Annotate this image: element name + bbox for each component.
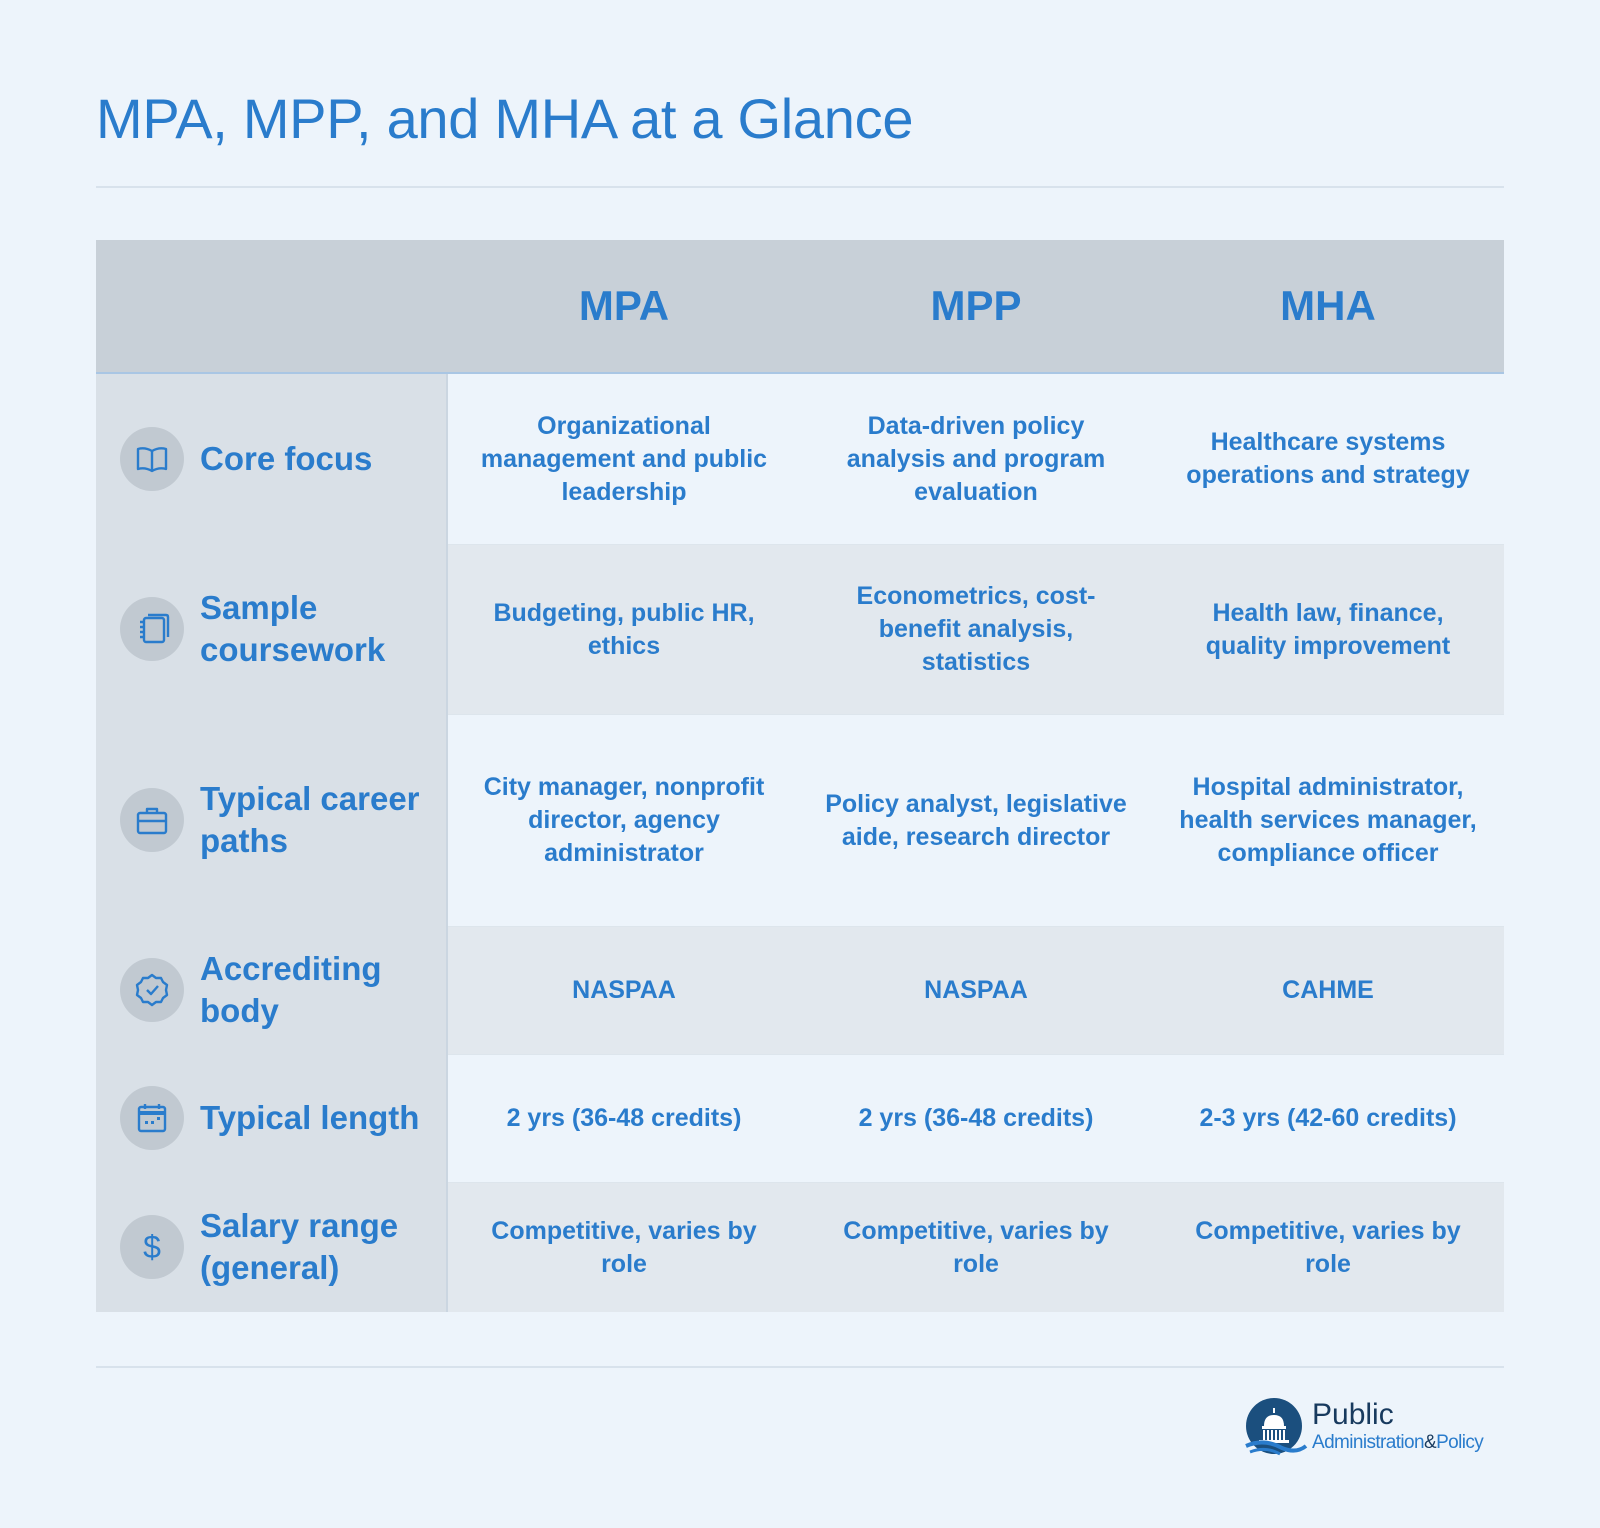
bottom-divider xyxy=(96,1366,1504,1368)
table-cell: Healthcare systems operations and strategy xyxy=(1152,374,1504,544)
notebook-icon xyxy=(120,597,184,661)
row-label-cell xyxy=(96,544,448,714)
table-cell: Policy analyst, legislative aide, research director xyxy=(800,714,1152,926)
logo-administration: Administration xyxy=(1312,1432,1424,1453)
badge-check-icon xyxy=(120,958,184,1022)
table-cell: City manager, nonprofit director, agency administrator xyxy=(448,714,800,926)
row-label: Accrediting body xyxy=(200,950,382,1029)
row-label: Typical length xyxy=(200,1099,420,1136)
dollar-icon xyxy=(120,1215,184,1279)
page-title: MPA, MPP, and MHA at a Glance xyxy=(96,87,914,150)
table-row-accrediting-body xyxy=(96,926,1504,1054)
row-label-cell xyxy=(96,926,448,1054)
table-row-core-focus xyxy=(96,374,1504,544)
column-header-mpa: MPA xyxy=(578,282,670,329)
table-cell: 2-3 yrs (42-60 credits) xyxy=(1152,1054,1504,1182)
logo-wordmark-subtitle xyxy=(1312,1432,1483,1454)
table-cell: 2 yrs (36-48 credits) xyxy=(800,1054,1152,1182)
table-cell: NASPAA xyxy=(800,926,1152,1054)
table-header xyxy=(96,240,1504,374)
table-cell: Data-driven policy analysis and program evaluation xyxy=(800,374,1152,544)
table-row-sample-coursework xyxy=(96,544,1504,714)
column-header-mha: MHA xyxy=(1280,282,1376,329)
brand-logo xyxy=(1244,1396,1504,1460)
briefcase-icon xyxy=(120,788,184,852)
comparison-table xyxy=(96,240,1504,1312)
book-icon xyxy=(120,427,184,491)
row-label-cell xyxy=(96,1182,448,1312)
table-cell: NASPAA xyxy=(448,926,800,1054)
table-cell: Health law, finance, quality improvement xyxy=(1152,544,1504,714)
row-label: Sample coursework xyxy=(200,589,386,668)
table-cell: Econometrics, cost-benefit analysis, statistics xyxy=(800,544,1152,714)
table-cell: Budgeting, public HR, ethics xyxy=(448,544,800,714)
logo-policy: Policy xyxy=(1436,1432,1484,1453)
logo-wordmark-public: Public xyxy=(1312,1398,1394,1431)
table-cell: CAHME xyxy=(1152,926,1504,1054)
table-cell: Competitive, varies by role xyxy=(448,1182,800,1312)
row-label-cell xyxy=(96,374,448,544)
row-label: Salary range (general) xyxy=(200,1207,399,1286)
table-row-career-paths xyxy=(96,714,1504,926)
table-row-typical-length xyxy=(96,1054,1504,1182)
calendar-icon xyxy=(120,1086,184,1150)
row-label: Core focus xyxy=(200,440,373,477)
top-divider xyxy=(96,186,1504,188)
row-label: Typical career paths xyxy=(200,780,420,859)
row-label-cell xyxy=(96,1054,448,1182)
row-label-cell xyxy=(96,714,448,926)
capitol-dome-icon xyxy=(1244,1396,1308,1460)
table-row-salary-range xyxy=(96,1182,1504,1312)
table-cell: Competitive, varies by role xyxy=(1152,1182,1504,1312)
table-cell: Competitive, varies by role xyxy=(800,1182,1152,1312)
column-header-mpp: MPP xyxy=(930,282,1022,329)
table-cell: Hospital administrator, health services manager, compliance officer xyxy=(1152,714,1504,926)
logo-ampersand: & xyxy=(1423,1432,1437,1453)
svg-text:$: $ xyxy=(143,1229,161,1265)
header-corner xyxy=(96,240,448,372)
table-cell: 2 yrs (36-48 credits) xyxy=(448,1054,800,1182)
table-cell: Organizational management and public leadership xyxy=(448,374,800,544)
